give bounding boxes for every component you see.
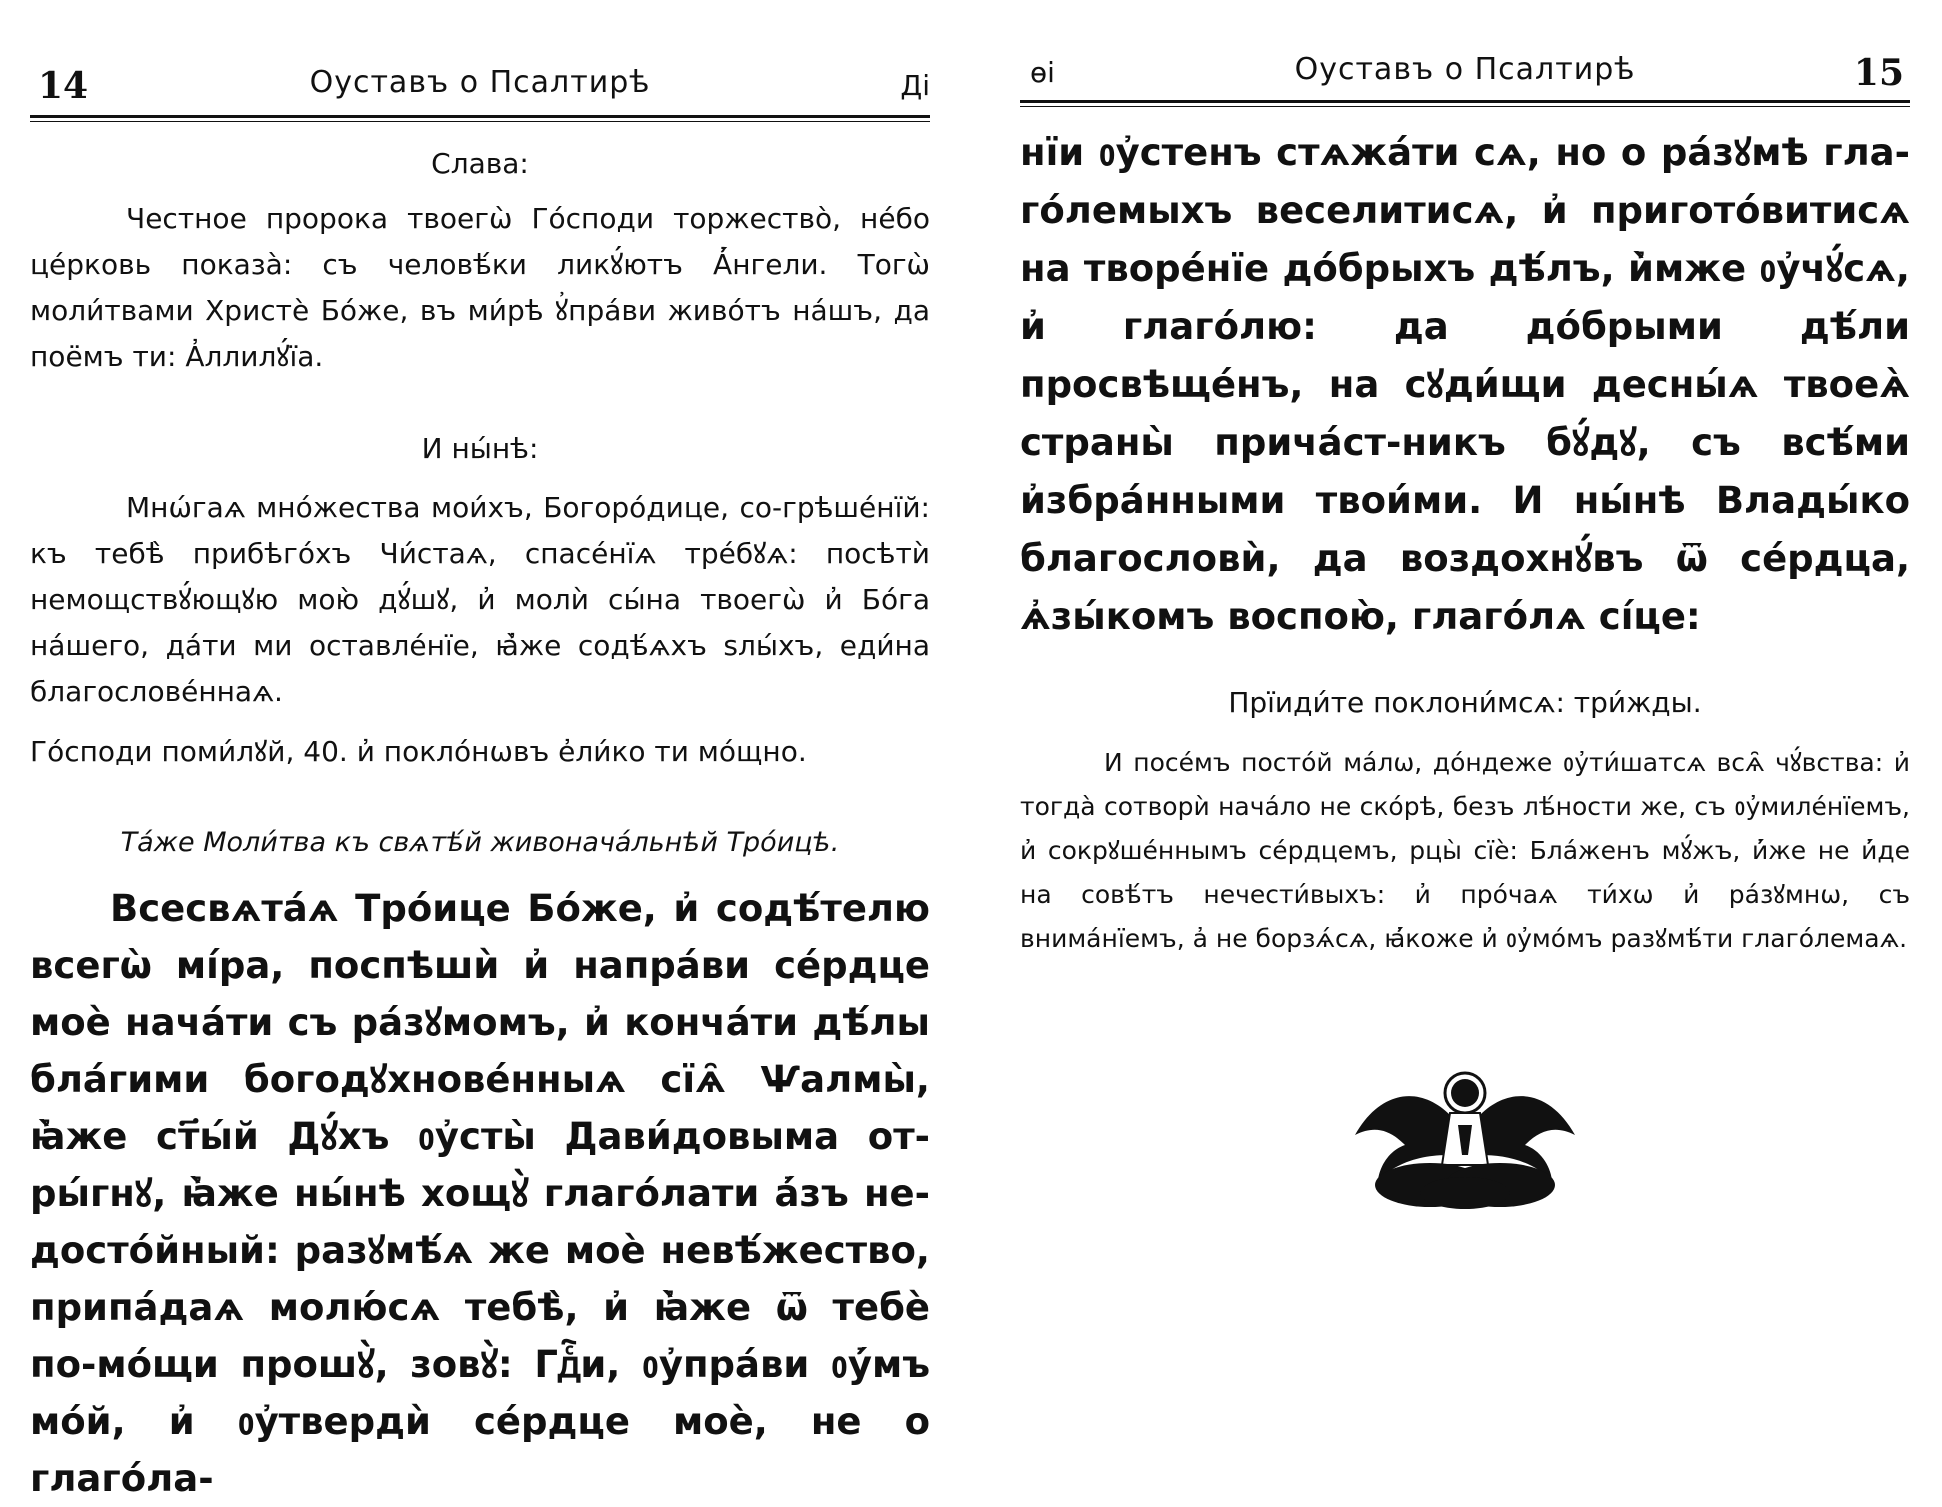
- trinity-prayer-paragraph: Всесвѧта́ѧ Тро́ице Бо́же, и҆ содѣ́телю всегѡ̀ мі́ра, поспѣшѝ и҆ напра́ви се́рдце моѐ нача́ти съ ра́зꙋмомъ, и҆ конча́ти дѣ́лы бла́гими богодꙋхнове́нныѧ сїѧ̑ Ѱалмы̀, ꙗ҆̀же ст҃ы́й Дꙋ́хъ ᲂу҆сты̀ Дави́довыма от-ры́гнꙋ, ꙗ҆̀же ны́нѣ хощꙋ̀ глаго́лати а҆́зъ не-досто́йный: разꙋмѣ́ѧ же моѐ невѣ́жество, припа́даѧ молю́сѧ тебѣ̀, и҆ ꙗ҆̀же ѿ тебѐ по-мо́щи прошꙋ̀, зовꙋ̀: Гдⷭ҇и, ᲂу҆пра́ви ᲂу҆́мъ мо́й, и҆ ᲂу҆твердѝ се́рдце моѐ, не о глаго́ла-: [30, 887, 930, 1500]
- right-page-number: 15: [1853, 52, 1904, 94]
- right-header-rule-thick: [1020, 100, 1910, 103]
- angel-ornament-icon: [1350, 1055, 1580, 1215]
- continuation-paragraph: нїи ᲂу҆стенъ стѧжа́ти сѧ, но о ра́зꙋмѣ гла-го́лемыхъ веселитисѧ, и҆ пригото́витисѧ на творе́нїе до́брыхъ дѣ́лъ, и҆̀мже ᲂу҆чꙋ́сѧ, и҆ глаго́лю: да до́брыми дѣ́ли просвѣще́нъ, на сꙋди́щи десны́ѧ твоеѧ̀ страны̀ прича́ст-никъ бꙋ́дꙋ, съ всѣ́ми и҆збра́нными твои́ми. И ны́нѣ Влады́ко благословѝ, да воздохнꙋ́въ ѿ се́рдца, ѧ҆зы́комъ воспою̀, глаго́лѧ сі́це:: [1020, 131, 1910, 638]
- right-body: [1020, 124, 1910, 961]
- priidite-line: Прїиди́те поклони́мсѧ: три́жды.: [1228, 686, 1702, 719]
- slava-heading: Слава:: [431, 147, 529, 180]
- i-nyne-paragraph: Мнѡ́гаѧ мно́жества мои́хъ, Богоро́дице, со-грѣше́нїй: къ тебѣ̀ прибѣго́хъ Чи́стаѧ, спасе́нїѧ тре́бꙋѧ: посѣтѝ немощствꙋ́ющꙋю мою̀ дꙋ́шꙋ, и҆ молѝ сы́на твоегѡ̀ и҆ Бо́га на́шего, да́ти ми оставле́нїе, ꙗ҆̀же содѣ́ѧхъ ѕлы́хъ, еди́на благослове́ннаѧ.: [30, 491, 930, 708]
- left-page: [30, 0, 930, 1500]
- right-header-rule-thin: [1020, 106, 1910, 107]
- left-running-title: Оуставъ о Псалтирѣ: [309, 65, 651, 100]
- right-running-title: Оуставъ о Псалтирѣ: [1294, 52, 1636, 87]
- final-instruction-paragraph: И посе́мъ посто́й ма́лѡ, до́ндеже ᲂу҆ти́шатсѧ всѧ̑ чꙋ́вства: и҆ тогда̀ сотворѝ нача́ло не ско́рѣ, безъ лѣ́ности же, съ ᲂу҆миле́нїемъ, и҆ сокрꙋше́ннымъ се́рдцемъ, рцы̀ сїѐ: Бла́женъ мꙋ́жъ, и҆́же не и҆́де на совѣ́тъ нечести́выхъ: и҆ про́чаѧ ти́хѡ и҆ ра́зꙋмнѡ, съ внима́нїемъ, а҆ не борзѧ́сѧ, ꙗ҆́коже и҆ ᲂу҆мо́мъ разꙋмѣ́ти глаго́лемаѧ.: [1020, 748, 1910, 953]
- prayer-title: Та́же Моли́тва къ свѧтѣ́й живонача́льнѣй Тро́ицѣ.: [120, 827, 840, 858]
- left-header-rule-thin: [30, 121, 930, 122]
- gospodi-pomiluy-line: Го́споди поми́лꙋй, 40. и҆ покло́нѡвъ е҆ли́ко ти мо́щно.: [30, 735, 807, 768]
- left-signature-mark: Ді: [900, 69, 930, 102]
- right-signature-mark: ѳі: [1030, 56, 1055, 89]
- left-body: [30, 147, 930, 1507]
- left-header: [30, 55, 930, 125]
- slava-paragraph: Честное пророка твоегѡ̀ Го́споди торжество̀, не́бо це́рковь показа̀: съ человѣ́ки ликꙋ́ютъ А҆́нгели. Тогѡ̀ моли́твами Христѐ Бо́же, въ ми́рѣ ꙋ҆пра́ви живо́тъ на́шъ, да поёмъ ти: А҆ллилꙋ́їа.: [30, 202, 930, 373]
- right-header: [1020, 42, 1910, 112]
- right-page: [1020, 0, 1910, 1500]
- i-nyne-heading: И ны́нѣ:: [421, 432, 539, 465]
- left-header-rule-thick: [30, 115, 930, 118]
- left-page-number: 14: [38, 65, 89, 107]
